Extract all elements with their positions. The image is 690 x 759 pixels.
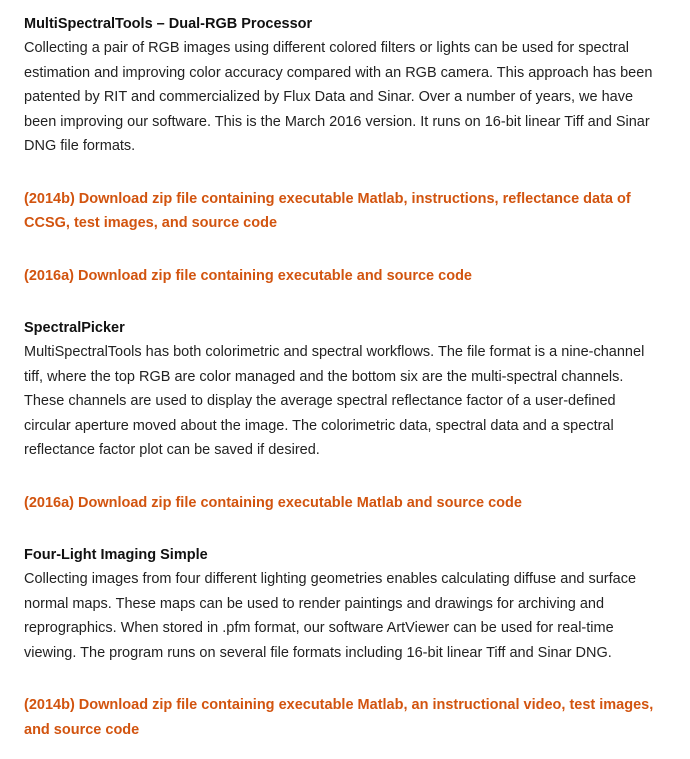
- section-description: Collecting a pair of RGB images using different colored filters or lights can be used for spectral estimation and improving color accuracy compared with an RGB camera. This approach has been patented by RIT and commercialized by Flux Data and Sinar. Over a number of years, we have been improving our software. This is the March 2016 version. It runs on 16-bit linear Tiff and Sinar DNG file formats.: [24, 40, 653, 154]
- spacer: [24, 463, 690, 491]
- spacer: [24, 236, 690, 264]
- section-title: SpectralPicker: [24, 320, 125, 336]
- spacer: [24, 515, 690, 543]
- spacer: [24, 159, 690, 187]
- download-link-2014b-four-light[interactable]: (2014b) Download zip file containing executable Matlab, an instructional video, test images, and source code: [24, 697, 654, 738]
- section-title: Four-Light Imaging Simple: [24, 547, 208, 563]
- section-spectral-picker: [24, 316, 690, 515]
- download-link-2016a-dual-rgb[interactable]: (2016a) Download zip file containing executable and source code: [24, 267, 472, 284]
- section-four-light-imaging: [24, 543, 690, 742]
- spacer: [24, 288, 690, 316]
- spacer: [24, 665, 690, 693]
- section-description: MultiSpectralTools has both colorimetric and spectral workflows. The file format is a nine-channel tiff, where the top RGB are color managed and the bottom six are the multi-spectral channels. These channels are used to display the average spectral reflectance factor of a user-defined circular aperture moved about the image. The colorimetric data, spectral data and a spectral reflectance factor plot can be saved if desired.: [24, 344, 645, 458]
- section-description: Collecting images from four different lighting geometries enables calculating diffuse and surface normal maps. These maps can be used to render paintings and drawings for archiving and reprographics. When stored in .pfm format, our software ArtViewer can be used for real-time viewing. The program runs on several file formats including 16-bit linear Tiff and Sinar DNG.: [24, 571, 637, 661]
- section-title: MultiSpectralTools – Dual-RGB Processor: [24, 16, 313, 32]
- section-dual-rgb-processor: [24, 12, 690, 288]
- download-link-2014b-dual-rgb[interactable]: (2014b) Download zip file containing executable Matlab, instructions, reflectance data of CCSG, test images, and source code: [24, 190, 631, 231]
- download-link-2016a-spectral-picker[interactable]: (2016a) Download zip file containing executable Matlab and source code: [24, 494, 522, 511]
